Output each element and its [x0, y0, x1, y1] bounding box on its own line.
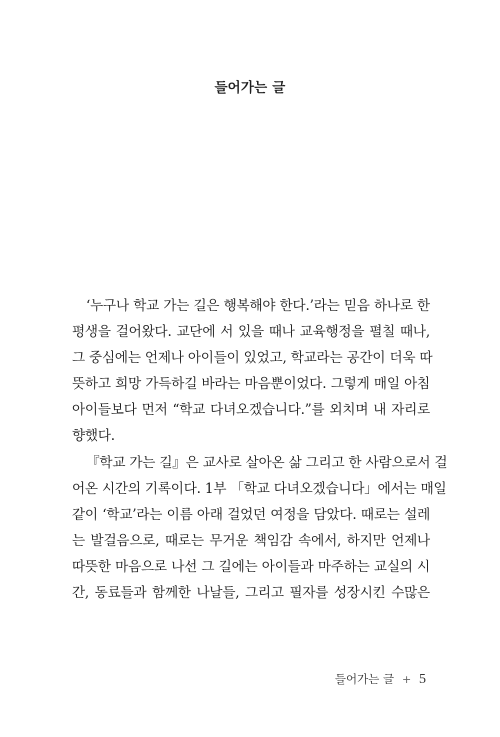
running-title: 들어가는 글 [334, 672, 395, 686]
paragraph-1 [72, 293, 433, 450]
text-line: 따뜻한 마음으로 나선 그 길에는 아이들과 마주하는 교실의 시 [72, 558, 430, 575]
paragraph-2 [72, 450, 448, 607]
text-line: 뜻하고 희망 가득하길 바라는 마음뿐이었다. 그렇게 매일 아침 [72, 376, 430, 393]
running-footer [335, 671, 426, 688]
footer-separator: + [401, 673, 412, 686]
text-line: 아이들보다 먼저 “학교 다녀오겠습니다.”를 외치며 내 자리로 [72, 402, 430, 419]
text-line: 어온 시간의 기록이다. 1부 「학교 다녀오겠습니다」에서는 매일 [72, 480, 447, 497]
text-line: 『학교 가는 길』은 교사로 살아온 삶 그리고 한 사람으로서 걸 [86, 454, 448, 471]
body-text [72, 293, 448, 606]
text-line: 같이 ‘학교’라는 이름 아래 걸었던 여정을 담았다. 때로는 설레 [72, 506, 430, 523]
text-line: 평생을 걸어왔다. 교단에 서 있을 때나 교육행정을 펼칠 때나, [72, 324, 430, 341]
text-line: 향했다. [72, 428, 115, 445]
text-line: 그 중심에는 언제나 아이들이 있었고, 학교라는 공간이 더욱 따 [72, 350, 433, 367]
text-line: 간, 동료들과 함께한 나날들, 그리고 필자를 성장시킨 수많은 [72, 585, 430, 602]
chapter-heading: 들어가는 글 [214, 80, 286, 96]
text-line: ‘누구나 학교 가는 길은 행복해야 한다.’라는 믿음 하나로 한 [86, 298, 430, 314]
text-line: 는 발걸음으로, 때로는 무거운 책임감 속에서, 하지만 언제나 [72, 532, 430, 549]
page-number: 5 [419, 672, 426, 687]
